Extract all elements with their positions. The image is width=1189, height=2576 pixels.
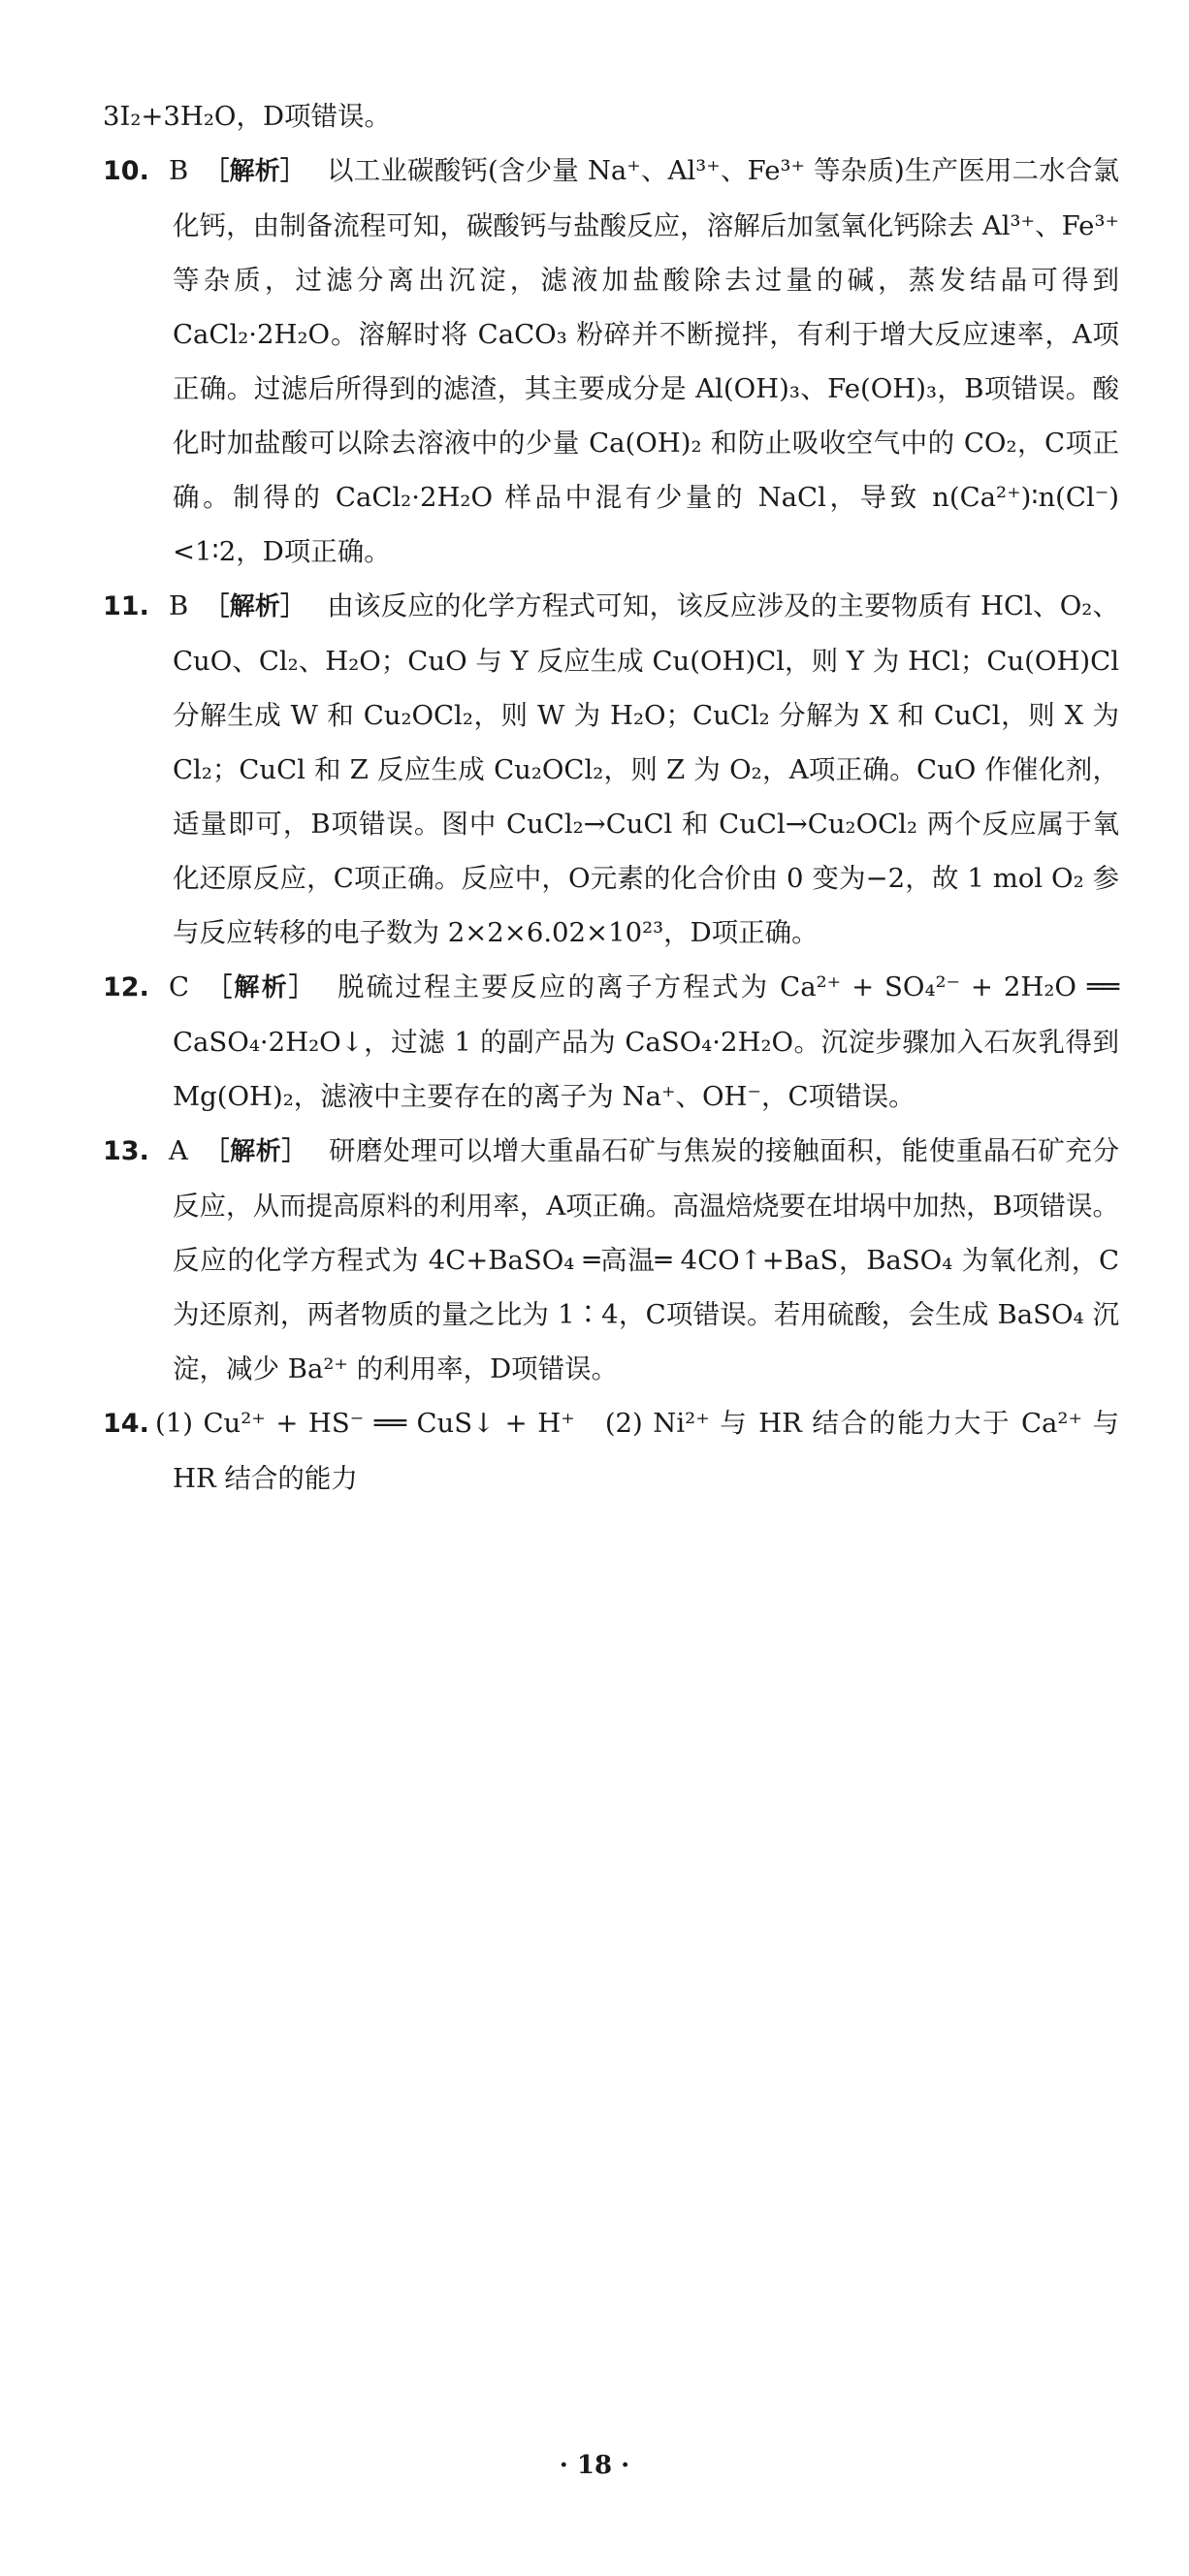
explanation-text: 脱硫过程主要反应的离子方程式为 Ca²⁺ + SO₄²⁻ + 2H₂O ══ CaSO₄·2H₂O↓，过滤 1 的副产品为 CaSO₄·2H₂O。沉淀步骤加入石灰乳得到 Mg(OH)₂，滤液中主要存在的离子为 Na⁺、OH⁻，C项错误。 (173, 971, 1119, 1112)
question-number: 12. (103, 972, 149, 1002)
question-item-11 (103, 579, 1119, 960)
answer-explanations (103, 89, 1119, 1506)
question-item-13 (103, 1124, 1119, 1396)
question-item-12 (103, 960, 1119, 1124)
question-number: 14. (103, 1409, 149, 1439)
analysis-tag: ［解析］ (204, 592, 306, 621)
answer-letter: C (169, 971, 190, 1002)
continuation-text: 3I₂+3H₂O，D项错误。 (103, 101, 392, 132)
analysis-tag: ［解析］ (203, 1137, 307, 1166)
question-number: 13. (103, 1136, 149, 1166)
question-number: 11. (103, 591, 149, 621)
answer-letter: B (169, 590, 189, 621)
question-item-10 (103, 143, 1119, 579)
question-item-14 (103, 1396, 1119, 1506)
analysis-tag: ［解析］ (204, 157, 306, 186)
analysis-tag: ［解析］ (205, 973, 316, 1002)
continuation-line (103, 89, 1119, 143)
explanation-text: 以工业碳酸钙(含少量 Na⁺、Al³⁺、Fe³⁺ 等杂质)生产医用二水合氯化钙，由制备流程可知，碳酸钙与盐酸反应，溶解后加氢氧化钙除去 Al³⁺、Fe³⁺ 等杂质，过滤分离出沉淀，滤液加盐酸除去过量的碱，蒸发结晶可得到 CaCl₂·2H₂O。溶解时将 CaCO₃ 粉碎并不断搅拌，有利于增大反应速率，A项正确。过滤后所得到的滤渣，其主要成分是 Al(OH)₃、Fe(OH)₃，B项错误。酸化时加盐酸可以除去溶液中的少量 Ca(OH)₂ 和防止吸收空气中的 CO₂，C项正确。制得的 CaCl₂·2H₂O 样品中混有少量的 NaCl，导致 n(Ca²⁺)∶n(Cl⁻)<1∶2，D项正确。 (173, 155, 1119, 567)
answer-letter: B (169, 155, 189, 186)
question-number: 10. (103, 156, 149, 186)
explanation-text: 研磨处理可以增大重晶石矿与焦炭的接触面积，能使重晶石矿充分反应，从而提高原料的利用率，A项正确。高温焙烧要在坩埚中加热，B项错误。反应的化学方程式为 4C+BaSO₄ ═高温═ 4CO↑+BaS，BaSO₄ 为氧化剂，C为还原剂，两者物质的量之比为 1∶4，C项错误。若用硫酸，会生成 BaSO₄ 沉淀，减少 Ba²⁺ 的利用率，D项错误。 (173, 1135, 1119, 1384)
explanation-text: (1) Cu²⁺ + HS⁻ ══ CuS↓ + H⁺ (2) Ni²⁺ 与 HR 结合的能力大于 Ca²⁺ 与 HR 结合的能力 (155, 1408, 1120, 1494)
page-number: · 18 · (559, 2451, 630, 2480)
answer-letter: A (169, 1135, 188, 1166)
explanation-text: 由该反应的化学方程式可知，该反应涉及的主要物质有 HCl、O₂、CuO、Cl₂、H₂O；CuO 与 Y 反应生成 Cu(OH)Cl，则 Y 为 HCl；Cu(OH)Cl 分解生成 W 和 Cu₂OCl₂，则 W 为 H₂O；CuCl₂ 分解为 X 和 CuCl，则 X 为 Cl₂；CuCl 和 Z 反应生成 Cu₂OCl₂，则 Z 为 O₂，A项正确。CuO 作催化剂，适量即可，B项错误。图中 CuCl₂→CuCl 和 CuCl→Cu₂OCl₂ 两个反应属于氧化还原反应，C项正确。反应中，O元素的化合价由 0 变为−2，故 1 mol O₂ 参与反应转移的电子数为 2×2×6.02×10²³，D项正确。 (173, 590, 1119, 948)
